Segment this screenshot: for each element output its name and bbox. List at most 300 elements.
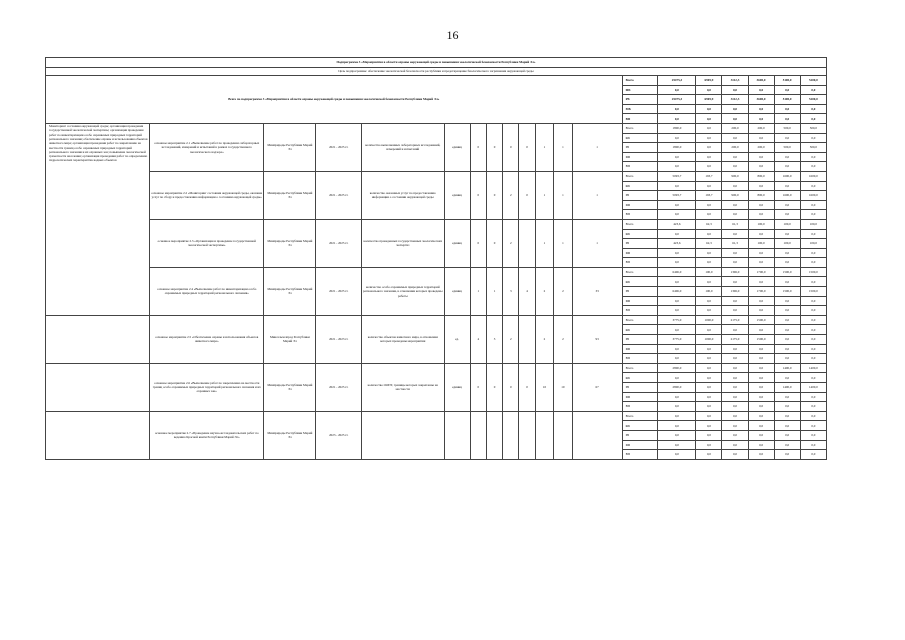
funding-value: 200,0 [748,123,774,133]
funding-value: 0,0 [696,373,722,383]
funding-value: 0,0 [658,200,696,210]
funding-value: 0,0 [748,411,774,421]
total-row [46,76,827,86]
measure-unit: ед. [444,315,470,363]
measure-name: основное мероприятие 2.3 «Организация и проведение государственной экологической экспертизы» [150,219,264,267]
funding-value: 1500,0 [800,267,826,277]
funding-value: 0,0 [800,229,826,239]
funding-value: 5093,7 [658,191,696,201]
subprogram-table [45,57,827,460]
funding-value: 0,0 [696,162,722,172]
funding-source: ФБ [622,85,658,95]
funding-value: 0,0 [658,133,696,143]
measure-period: 2021 - 2025 гг. [316,171,362,219]
measure-period: 2021 - 2025 гг. [316,219,362,267]
funding-value: 0,0 [800,181,826,191]
funding-source: Всего [622,123,658,133]
funding-value: 0,0 [658,162,696,172]
indicator-target: 1 [572,123,622,171]
funding-value: 0,0 [696,181,722,191]
indicator-target: 0 [486,219,502,267]
indicator-target: 0 [519,123,535,171]
funding-value: 0,0 [800,152,826,162]
funding-value: 25475,3 [658,76,696,86]
funding-value: 2800,0 [658,383,696,393]
funding-source: ВП [622,114,658,124]
measure-row [46,363,827,373]
funding-value: 0,0 [774,85,800,95]
funding-value: 0,0 [696,277,722,287]
funding-value: 0,0 [774,133,800,143]
funding-source: МБ [622,248,658,258]
funding-value: 0,0 [722,85,748,95]
measure-unit: единиц [444,171,470,219]
measure-executor: Минприроды Республики Марий Эл [264,123,316,171]
funding-value: 100,0 [696,287,722,297]
funding-source: Всего [622,219,658,229]
measure-unit [444,411,470,459]
task-description-empty [46,315,150,363]
indicator-target: 0 [470,123,486,171]
funding-value: 0,0 [774,152,800,162]
funding-value: 0,0 [800,296,826,306]
funding-value: 1306,0 [722,287,748,297]
funding-value: 423,6 [658,239,696,249]
funding-value: 2800,0 [658,363,696,373]
funding-source: РБ [622,191,658,201]
indicator-target: 2 [503,219,519,267]
funding-source: ФБ [622,277,658,287]
funding-value: 0,0 [696,85,722,95]
indicator-target: 10 [554,363,572,411]
funding-value: 0,0 [722,383,748,393]
measure-name: основное мероприятие 2.1 «Выполнение работ по проведению лабораторных исследований, измерений и испытаний в рамках государственного экологического надзора» [150,123,264,171]
funding-source: РБ [622,287,658,297]
funding-value: 0,0 [774,402,800,412]
funding-value: 0,0 [800,421,826,431]
funding-value: 0,0 [748,114,774,124]
indicator-target: 0 [470,363,486,411]
funding-value: 0,0 [774,354,800,364]
funding-value: 0,0 [748,450,774,460]
funding-value: 6905,9 [696,76,722,86]
indicator-target: 67 [572,363,622,411]
indicator-target: 0 [470,171,486,219]
funding-value: 0,0 [800,450,826,460]
funding-value: 200,0 [748,143,774,153]
indicator-target: 0 [486,123,502,171]
funding-value: 0,0 [800,373,826,383]
funding-value: 3775,0 [658,335,696,345]
indicator-target: 1 [535,219,553,267]
measure-indicator: количество ООПТ, границы которых закреплены на местности [362,363,445,411]
measure-name: основное мероприятие 2.4 «Выполнение работ по инвентаризации особо охраняемых природных территорий регионального значения» [150,267,264,315]
funding-value: 0,0 [774,162,800,172]
funding-value: 0,0 [696,421,722,431]
funding-value: 0,0 [800,315,826,325]
funding-value: 0,0 [774,210,800,220]
funding-value: 0,0 [722,210,748,220]
measure-row [46,171,827,181]
funding-value: 0,0 [696,325,722,335]
funding-value: 0,0 [722,392,748,402]
funding-value: 0,0 [748,210,774,220]
funding-source: РБ [622,95,658,105]
funding-value: 0,0 [774,440,800,450]
measure-name: основное мероприятие 2.6 «Выполнение работ по закреплению на местности границ особо охраняемых природных территорий регионального значения и их охранных зон» [150,363,264,411]
funding-value: 0,0 [696,133,722,143]
funding-value: 100,0 [748,219,774,229]
funding-value: 0,0 [800,114,826,124]
funding-value: 500,0 [774,143,800,153]
funding-value: 100,0 [774,219,800,229]
funding-value: 0,0 [748,200,774,210]
funding-value: 0,0 [696,258,722,268]
indicator-target: 0 [503,123,519,171]
funding-value: 1700,0 [748,267,774,277]
funding-source: РБ [622,143,658,153]
funding-value: 900,0 [722,171,748,181]
funding-value: 0,0 [658,344,696,354]
indicator-target: 0 [486,171,502,219]
funding-value: 1000,0 [696,335,722,345]
funding-value: 0,0 [774,392,800,402]
measure-period: 2021 - 2025 гг. [316,267,362,315]
funding-value: 0,0 [696,104,722,114]
measure-row [46,411,827,421]
indicator-target: 2 [503,315,519,363]
funding-source: ФБ [622,181,658,191]
funding-value: 0,0 [696,411,722,421]
funding-value: 0,0 [774,450,800,460]
funding-value: 0,0 [696,306,722,316]
funding-value: 0,0 [774,315,800,325]
funding-value: 0,0 [722,440,748,450]
measure-indicator: количество выполненных лабораторных исследований, измерений и испытаний [362,123,445,171]
indicator-target: 33 [572,267,622,315]
funding-source: РБ [622,239,658,249]
funding-value: 0,0 [658,114,696,124]
funding-value: 2175,0 [722,335,748,345]
funding-value: 0,0 [748,373,774,383]
funding-value: 0,0 [658,411,696,421]
funding-value: 0,0 [696,229,722,239]
indicator-target: 1 [486,267,502,315]
funding-value: 0,0 [748,392,774,402]
measure-period: 2021 - 2025 гг. [316,123,362,171]
funding-source: Всего [622,363,658,373]
funding-value: 0,0 [748,440,774,450]
funding-source: ВП [622,354,658,364]
funding-value: 0,0 [658,181,696,191]
funding-value: 0,0 [696,450,722,460]
funding-value: 0,0 [696,152,722,162]
funding-source: МБ [622,440,658,450]
funding-source: МБ [622,344,658,354]
funding-value: 0,0 [800,402,826,412]
measure-executor: Минприроды Республики Марий Эл [264,363,316,411]
funding-value: 3775,0 [658,315,696,325]
funding-value: 5100,0 [800,95,826,105]
funding-value: 0,0 [800,335,826,345]
funding-value: 1800,0 [658,123,696,133]
funding-value: 193,7 [696,171,722,181]
funding-value: 1600,0 [774,171,800,181]
funding-value: 0,0 [800,344,826,354]
funding-value: 0,0 [696,344,722,354]
funding-value: 0,0 [800,325,826,335]
funding-value: 0,0 [800,104,826,114]
funding-value: 1306,0 [722,267,748,277]
funding-value: 0,0 [696,200,722,210]
funding-value: 0,0 [748,325,774,335]
measure-name: основное мероприятие 2.2 «Мониторинг состояния окружающей среды, оказание услуг по сбору и предоставлению информации о состоянии окружающей среды» [150,171,264,219]
indicator-target: 0 [519,363,535,411]
funding-value: 0,0 [658,277,696,287]
measure-row [46,315,827,325]
funding-value: 25475,3 [658,95,696,105]
indicator-target: 4 [470,315,486,363]
measure-name: основное мероприятие 2.5 «Обеспечение охраны и использования объектов животного мира» [150,315,264,363]
funding-value: 0,0 [774,200,800,210]
funding-value: 500,0 [774,123,800,133]
funding-source: Всего [622,411,658,421]
funding-value: 100,0 [800,239,826,249]
funding-value: 0,0 [722,354,748,364]
funding-value: 0,0 [658,402,696,412]
funding-value: 0,0 [800,277,826,287]
funding-value: 5100,0 [800,76,826,86]
indicator-target: 3 [486,315,502,363]
indicator-target: 3 [503,267,519,315]
funding-source: Всего [622,315,658,325]
indicator-target: 1 [554,123,572,171]
funding-value: 0,0 [722,430,748,440]
funding-source: МБ [622,296,658,306]
funding-source: ВП [622,306,658,316]
indicator-target: 1 [554,219,572,267]
funding-value: 0,0 [748,402,774,412]
funding-value: 3600,0 [748,95,774,105]
measure-row [46,123,827,133]
indicator-target: 1 [572,219,622,267]
subprogram-goal: Цель подпрограммы: обеспечение экологической безопасности республики и предотвращение биологического загрязнения окружающей среды [46,68,827,76]
measure-executor: Минприроды Республики Марий Эл [264,267,316,315]
funding-source: ФБ [622,229,658,239]
funding-value: 0,0 [748,383,774,393]
funding-value: 0,0 [774,335,800,345]
funding-value: 0,0 [722,258,748,268]
funding-value: 0,0 [774,277,800,287]
funding-value: 0,0 [722,306,748,316]
funding-value: 1600,0 [800,171,826,181]
funding-value: 0,0 [748,258,774,268]
funding-value: 0,0 [658,392,696,402]
funding-value: 0,0 [774,229,800,239]
funding-value: 1500,0 [800,287,826,297]
funding-value: 0,0 [722,373,748,383]
measure-name: основное мероприятие 2.7 «Проведение научно-исследовательских работ по ведению Красной книги Республики Марий Эл» [150,411,264,459]
funding-value: 200,0 [722,143,748,153]
funding-value: 0,0 [658,325,696,335]
funding-value: 0,0 [658,440,696,450]
funding-value: 0,0 [658,306,696,316]
funding-value: 900,0 [722,191,748,201]
funding-value: 5100,0 [774,95,800,105]
funding-value: 0,0 [658,85,696,95]
funding-value: 0,0 [658,354,696,364]
funding-value: 0,0 [748,248,774,258]
funding-value: 6406,0 [658,287,696,297]
funding-value: 61,3 [722,239,748,249]
indicator-target [535,411,553,459]
funding-value: 0,0 [774,114,800,124]
measure-executor: Минприроды Республики Марий Эл [264,411,316,459]
funding-source: МБ [622,392,658,402]
funding-value: 0,0 [696,430,722,440]
indicator-target: 1 [470,267,486,315]
funding-value: 0,0 [800,440,826,450]
funding-value: 100,0 [774,239,800,249]
funding-value: 0,0 [774,104,800,114]
indicator-target: 0 [519,171,535,219]
funding-value: 0,0 [722,277,748,287]
funding-value: 0,0 [696,392,722,402]
funding-value: 1400,0 [774,363,800,373]
funding-value: 0,0 [774,411,800,421]
funding-source: Всего [622,171,658,181]
funding-value: 100,0 [800,219,826,229]
indicator-target [519,315,535,363]
indicator-target: 0 [470,219,486,267]
funding-source: ФБ [622,421,658,431]
measure-row [46,267,827,277]
funding-value: 6905,9 [696,95,722,105]
funding-value: 0,0 [658,210,696,220]
measure-unit: единиц [444,267,470,315]
indicator-target [554,411,572,459]
task-description-empty [46,411,150,459]
funding-source: ВП [622,402,658,412]
funding-value: 1500,0 [774,287,800,297]
funding-value: 0,0 [748,306,774,316]
subprogram-title: Подпрограмма 3 «Мероприятия в области охраны окружающей среды и повышения экологической безопасности Республики Марий Эл» [46,58,827,68]
funding-value: 3112,3 [722,95,748,105]
funding-value: 0,0 [800,248,826,258]
funding-value: 0,0 [800,133,826,143]
funding-value: 3600,0 [748,76,774,86]
indicator-target [572,411,622,459]
funding-value: 500,0 [800,123,826,133]
funding-value: 1000,0 [696,315,722,325]
funding-value: 0,0 [800,210,826,220]
funding-value: 0,0 [800,200,826,210]
funding-value: 0,0 [696,363,722,373]
funding-value: 0,0 [696,383,722,393]
funding-value: 0,0 [696,296,722,306]
funding-source: ФБ [622,133,658,143]
funding-value: 0,0 [748,354,774,364]
funding-value: 0,0 [658,152,696,162]
funding-value: 0,0 [774,248,800,258]
page-number: 16 [446,28,459,42]
funding-value: 0,0 [722,344,748,354]
funding-source: ФБ [622,325,658,335]
funding-value: 0,0 [748,85,774,95]
funding-value: 423,6 [658,219,696,229]
indicator-target [486,411,502,459]
funding-value: 100,0 [748,239,774,249]
funding-value: 0,0 [696,210,722,220]
funding-value: 0,0 [658,296,696,306]
funding-value: 0,0 [658,430,696,440]
indicator-target [519,411,535,459]
funding-value: 0,0 [800,85,826,95]
funding-source: ВП [622,450,658,460]
funding-value: 0,0 [722,229,748,239]
measure-unit: единиц [444,219,470,267]
funding-value: 0,0 [800,258,826,268]
task-description: Мониторинг состояния окружающей среды; организация проведения государственной экологической экспертизы; организация проведения работ по инвентаризации особо охраняемых природных территорий регионального значения; обеспечение охраны и использования объектов животного мира; организация проведения работ по закреплению на местности границ особо охраняемых природных территорий регионального значения и их охранных зон; повышение экологической грамотности населения; организация проведения работ по определению гидрологических характеристик водных объектов [46,123,150,315]
funding-value: 0,0 [748,363,774,373]
funding-value: 0,0 [696,440,722,450]
funding-value: 0,0 [800,162,826,172]
funding-value: 0,0 [748,162,774,172]
funding-value: 0,0 [748,430,774,440]
funding-source: ВП [622,258,658,268]
funding-value: 0,0 [696,114,722,124]
funding-source: Всего [622,76,658,86]
measure-unit: единиц [444,123,470,171]
funding-value: 100,0 [696,267,722,277]
total-label: Всего по подпрограмме 3 «Мероприятия в области охраны окружающей среды и повышения экологической безопасности Республики Марий Эл» [46,76,623,124]
funding-value: 0,0 [800,354,826,364]
funding-value: 0,0 [658,421,696,431]
funding-source: МБ [622,200,658,210]
indicator-target: 2 [554,315,572,363]
funding-value: 0,0 [658,373,696,383]
measure-period: 2021 - 2023 гг. [316,315,362,363]
indicator-target: 2 [503,171,519,219]
funding-value: 0,0 [696,354,722,364]
funding-value: 0,0 [722,411,748,421]
indicator-target: 1 [535,171,553,219]
funding-value: 0,0 [774,296,800,306]
funding-source: ВП [622,210,658,220]
funding-value: 0,0 [774,421,800,431]
funding-value: 0,0 [722,133,748,143]
funding-value: 0,0 [800,392,826,402]
funding-value: 800,0 [748,171,774,181]
funding-value: 0,0 [748,229,774,239]
funding-source: РБ [622,430,658,440]
indicator-target [470,411,486,459]
funding-value: 1500,0 [748,335,774,345]
indicator-target: 1 [535,123,553,171]
funding-value: 61,3 [722,219,748,229]
funding-value: 0,0 [696,143,722,153]
measure-executor: Минприроды Республики Марий Эл [264,171,316,219]
indicator-target: 4 [519,267,535,315]
funding-source: МБ [622,152,658,162]
funding-value: 0,0 [774,306,800,316]
funding-value: 500,0 [800,143,826,153]
funding-value: 0,0 [748,296,774,306]
measure-indicator [362,411,445,459]
funding-value: 1400,0 [800,363,826,373]
funding-value: 3112,3 [722,76,748,86]
task-description-empty [46,363,150,411]
